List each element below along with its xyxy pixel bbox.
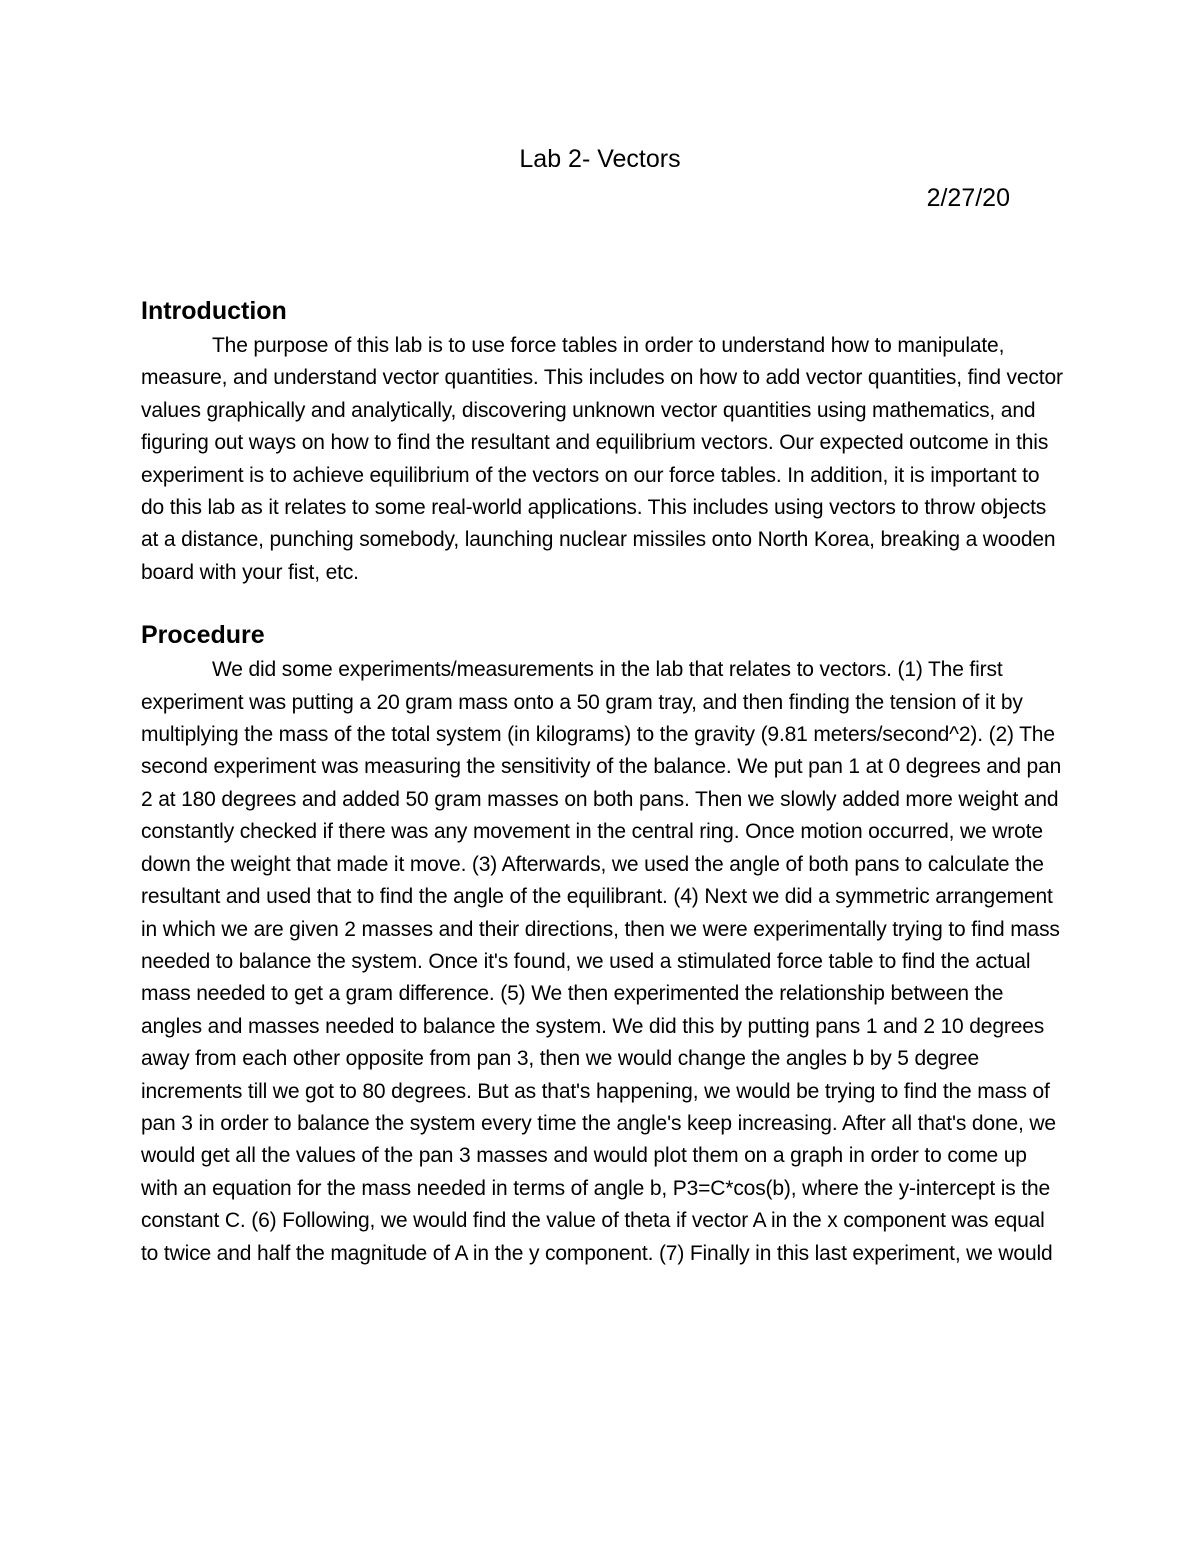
procedure-section	[141, 616, 1066, 1270]
document-title: Lab 2- Vectors	[519, 145, 681, 173]
introduction-paragraph: The purpose of this lab is to use force tables in order to understand how to manipulate, measure, and understand vector quantities. This includes on how to add vector quantities, find vector values graphically and analytically, discovering unknown vector quantities using mathematics, and figuring out ways on how to find the resultant and equilibrium vectors. Our expected outcome in this experiment is to achieve equilibrium of the vectors on our force tables. In addition, it is important to do this lab as it relates to some real-world applications. This includes using vectors to throw objects at a distance, punching somebody, launching nuclear missiles onto North Korea, breaking a wooden board with your fist, etc.	[141, 334, 1063, 584]
section-spacer	[141, 589, 1066, 616]
procedure-paragraph: We did some experiments/measurements in the lab that relates to vectors. (1) The first experiment was putting a 20 gram mass onto a 50 gram tray, and then finding the tension of it by multiplying the mass of the total system (in kilograms) to the gravity (9.81 meters/second^2). (2) The second experiment was measuring the sensitivity of the balance. We put pan 1 at 0 degrees and pan 2 at 180 degrees and added 50 gram masses on both pans. Then we slowly added more weight and constantly checked if there was any movement in the central ring. Once motion occurred, we wrote down the weight that made it move. (3) Afterwards, we used the angle of both pans to calculate the resultant and used that to find the angle of the equilibrant. (4) Next we did a symmetric arrangement in which we are given 2 masses and their directions, then we were experimentally trying to find mass needed to balance the system. Once it's found, we used a stimulated force table to find the actual mass needed to get a gram difference. (5) We then experimented the relationship between the angles and masses needed to balance the system. We did this by putting pans 1 and 2 10 degrees away from each other opposite from pan 3, then we would change the angles b by 5 degree increments till we got to 80 degrees. But as that's happening, we would be trying to find the mass of pan 3 in order to balance the system every time the angle's keep increasing. After all that's done, we would get all the values of the pan 3 masses and would plot them on a graph in order to come up with an equation for the mass needed in terms of angle b, P3=C*cos(b), where the y-intercept is the constant C. (6) Following, we would find the value of theta if vector A in the x component was equal to twice and half the magnitude of A in the y component. (7) Finally in this last experiment, we would	[141, 658, 1062, 1265]
procedure-heading: Procedure	[141, 621, 265, 650]
introduction-section	[141, 292, 1066, 589]
document-date: 2/27/20	[926, 184, 1010, 212]
document-body	[141, 292, 1066, 1270]
introduction-heading: Introduction	[141, 297, 287, 325]
